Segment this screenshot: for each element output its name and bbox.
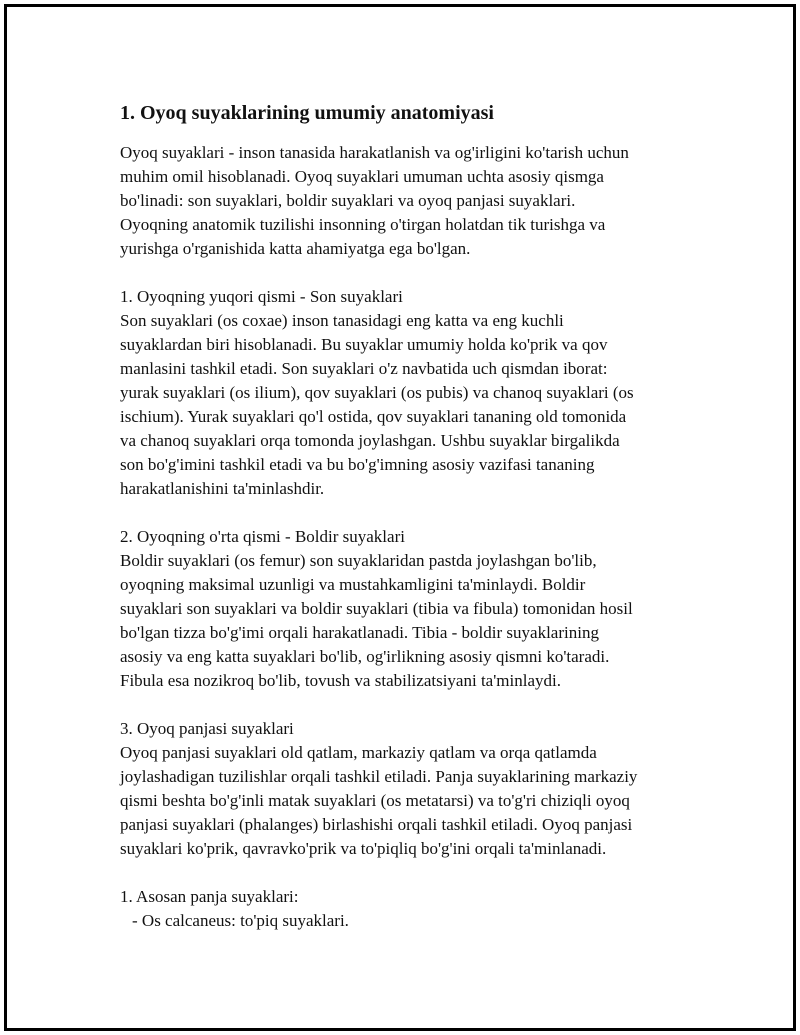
section-boldir-suyaklari [120,525,700,693]
text-line: suyaklardan biri hisoblanadi. Bu suyaklar umumiy holda ko'prik va qov [120,335,608,354]
section-heading: 2. Oyoqning o'rta qismi - Boldir suyaklari [120,527,405,546]
text-line: ischium). Yurak suyaklari qo'l ostida, qov suyaklari tananing old tomonida [120,407,627,426]
text-line: son bo'g'imini tashkil etadi va bu bo'g'imning asosiy vazifasi tananing [120,455,595,474]
text-line: Fibula esa nozikroq bo'lib, tovush va stabilizatsiyani ta'minlaydi. [120,671,561,690]
section-oyoq-panjasi [120,717,700,861]
text-line: va chanoq suyaklari orqa tomonda joylashgan. Ushbu suyaklar birgalikda [120,431,620,450]
list-heading: 1. Asosan panja suyaklari: [120,887,299,906]
page-frame [4,4,796,1031]
document-title: 1. Oyoq suyaklarining umumiy anatomiyasi [120,102,494,124]
text-line: bo'linadi: son suyaklari, boldir suyaklari va oyoq panjasi suyaklari. [120,191,576,210]
text-line: manlasini tashkil etadi. Son suyaklari o'z navbatida uch qismdan iborat: [120,359,608,378]
text-line: harakatlanishini ta'minlashdir. [120,479,325,498]
text-line: oyoqning maksimal uzunligi va mustahkamligini ta'minlaydi. Boldir [120,575,586,594]
text-line: qismi beshta bo'g'inli matak suyaklari (os metatarsi) va to'g'ri chiziqli oyoq [120,791,630,810]
document-body [120,99,700,933]
text-line: suyaklari ko'prik, qavravko'prik va to'piqliq bo'g'ini orqali ta'minlanadi. [120,839,607,858]
text-line: Boldir suyaklari (os femur) son suyaklaridan pastda joylashgan bo'lib, [120,551,597,570]
section-heading: 3. Oyoq panjasi suyaklari [120,719,294,738]
text-line: panjasi suyaklari (phalanges) birlashishi orqali tashkil etiladi. Oyoq panjasi [120,815,633,834]
list-item: - Os calcaneus: to'piq suyaklari. [132,911,349,930]
text-line: Oyoq panjasi suyaklari old qatlam, markaziy qatlam va orqa qatlamda [120,743,597,762]
section-son-suyaklari [120,285,700,501]
text-line: yurak suyaklari (os ilium), qov suyaklari (os pubis) va chanoq suyaklari (os [120,383,634,402]
text-line: Oyoqning anatomik tuzilishi insonning o'tirgan holatdan tik turishga va [120,215,606,234]
intro-paragraph [120,141,700,261]
section-heading: 1. Oyoqning yuqori qismi - Son suyaklari [120,287,403,306]
bone-list [120,885,700,933]
text-line: Son suyaklari (os coxae) inson tanasidagi eng katta va eng kuchli [120,311,564,330]
text-line: yurishga o'rganishida katta ahamiyatga ega bo'lgan. [120,239,471,258]
text-line: muhim omil hisoblanadi. Oyoq suyaklari umuman uchta asosiy qismga [120,167,604,186]
text-line: joylashadigan tuzilishlar orqali tashkil etiladi. Panja suyaklarining markaziy [120,767,638,786]
text-line: suyaklari son suyaklari va boldir suyaklari (tibia va fibula) tomonidan hosil [120,599,633,618]
text-line: Oyoq suyaklari - inson tanasida harakatlanish va og'irligini ko'tarish uchun [120,143,629,162]
text-line: asosiy va eng katta suyaklari bo'lib, og'irlikning asosiy qismni ko'taradi. [120,647,610,666]
text-line: bo'lgan tizza bo'g'imi orqali harakatlanadi. Tibia - boldir suyaklarining [120,623,599,642]
